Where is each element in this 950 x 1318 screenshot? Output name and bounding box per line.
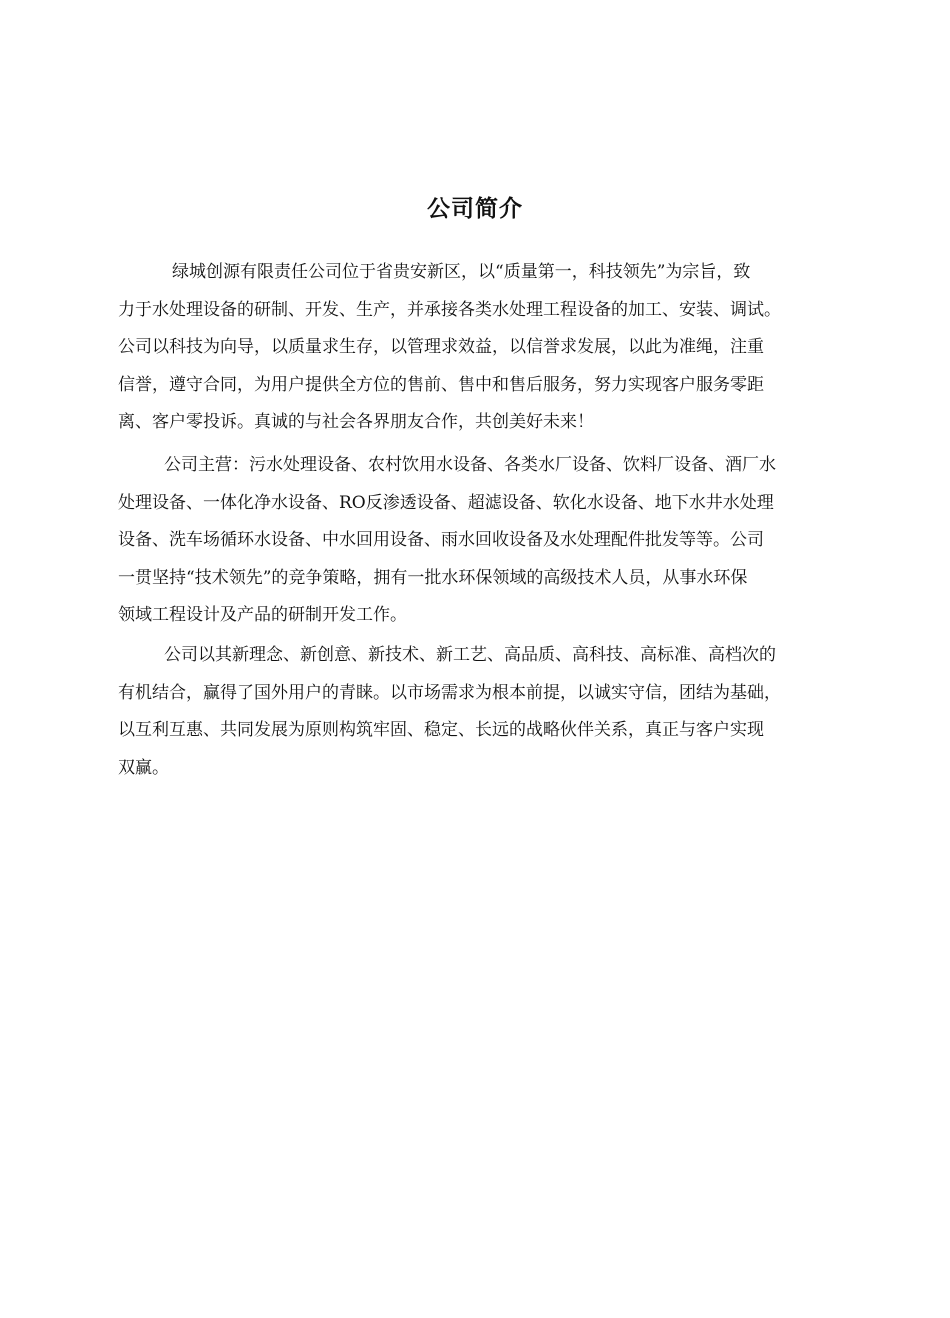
paragraph-line: 以互利互惠、共同发展为原则构筑牢固、稳定、长远的战略伙伴关系，真正与客户实现 xyxy=(118,720,764,740)
paragraph-line: 绿城创源有限责任公司位于省贵安新区，以“质量第一，科技领先”为宗旨，致 xyxy=(172,262,751,282)
business-paragraph xyxy=(118,447,840,635)
paragraph-line: 离、客户零投诉。真诚的与社会各界朋友合作，共创美好未来！ xyxy=(118,412,594,432)
intro-paragraph xyxy=(118,254,840,442)
paragraph-line: 力于水处理设备的研制、开发、生产，并承接各类水处理工程设备的加工、安装、调试。 xyxy=(118,299,781,320)
paragraph-line: 领域工程设计及产品的研制开发工作。 xyxy=(118,605,407,625)
paragraph-line: 设备、洗车场循环水设备、中水回用设备、雨水回收设备及水处理配件批发等等。公司 xyxy=(118,530,764,550)
paragraph-line: 公司以科技为向导，以质量求生存，以管理求效益，以信誉求发展，以此为准绳，注重 xyxy=(118,337,764,357)
paragraph-line: 处理设备、一体化净水设备、RO反渗透设备、超滤设备、软化水设备、地下水井水处理 xyxy=(118,492,774,513)
paragraph-line: 一贯坚持“技术领先”的竞争策略，拥有一批水环保领域的高级技术人员，从事水环保 xyxy=(118,567,748,588)
philosophy-paragraph xyxy=(118,637,840,787)
paragraph-line: 公司主营：污水处理设备、农村饮用水设备、各类水厂设备、饮料厂设备、酒厂水 xyxy=(164,455,776,475)
page-title: 公司简介 xyxy=(427,196,523,222)
paragraph-line: 信誉，遵守合同，为用户提供全方位的售前、售中和售后服务，努力实现客户服务零距 xyxy=(118,374,764,395)
paragraph-line: 有机结合，赢得了国外用户的青睐。以市场需求为根本前提，以诚实守信，团结为基础， xyxy=(118,682,781,703)
paragraph-line: 双赢。 xyxy=(118,757,169,778)
paragraph-line: 公司以其新理念、新创意、新技术、新工艺、高品质、高科技、高标准、高档次的 xyxy=(164,645,776,665)
